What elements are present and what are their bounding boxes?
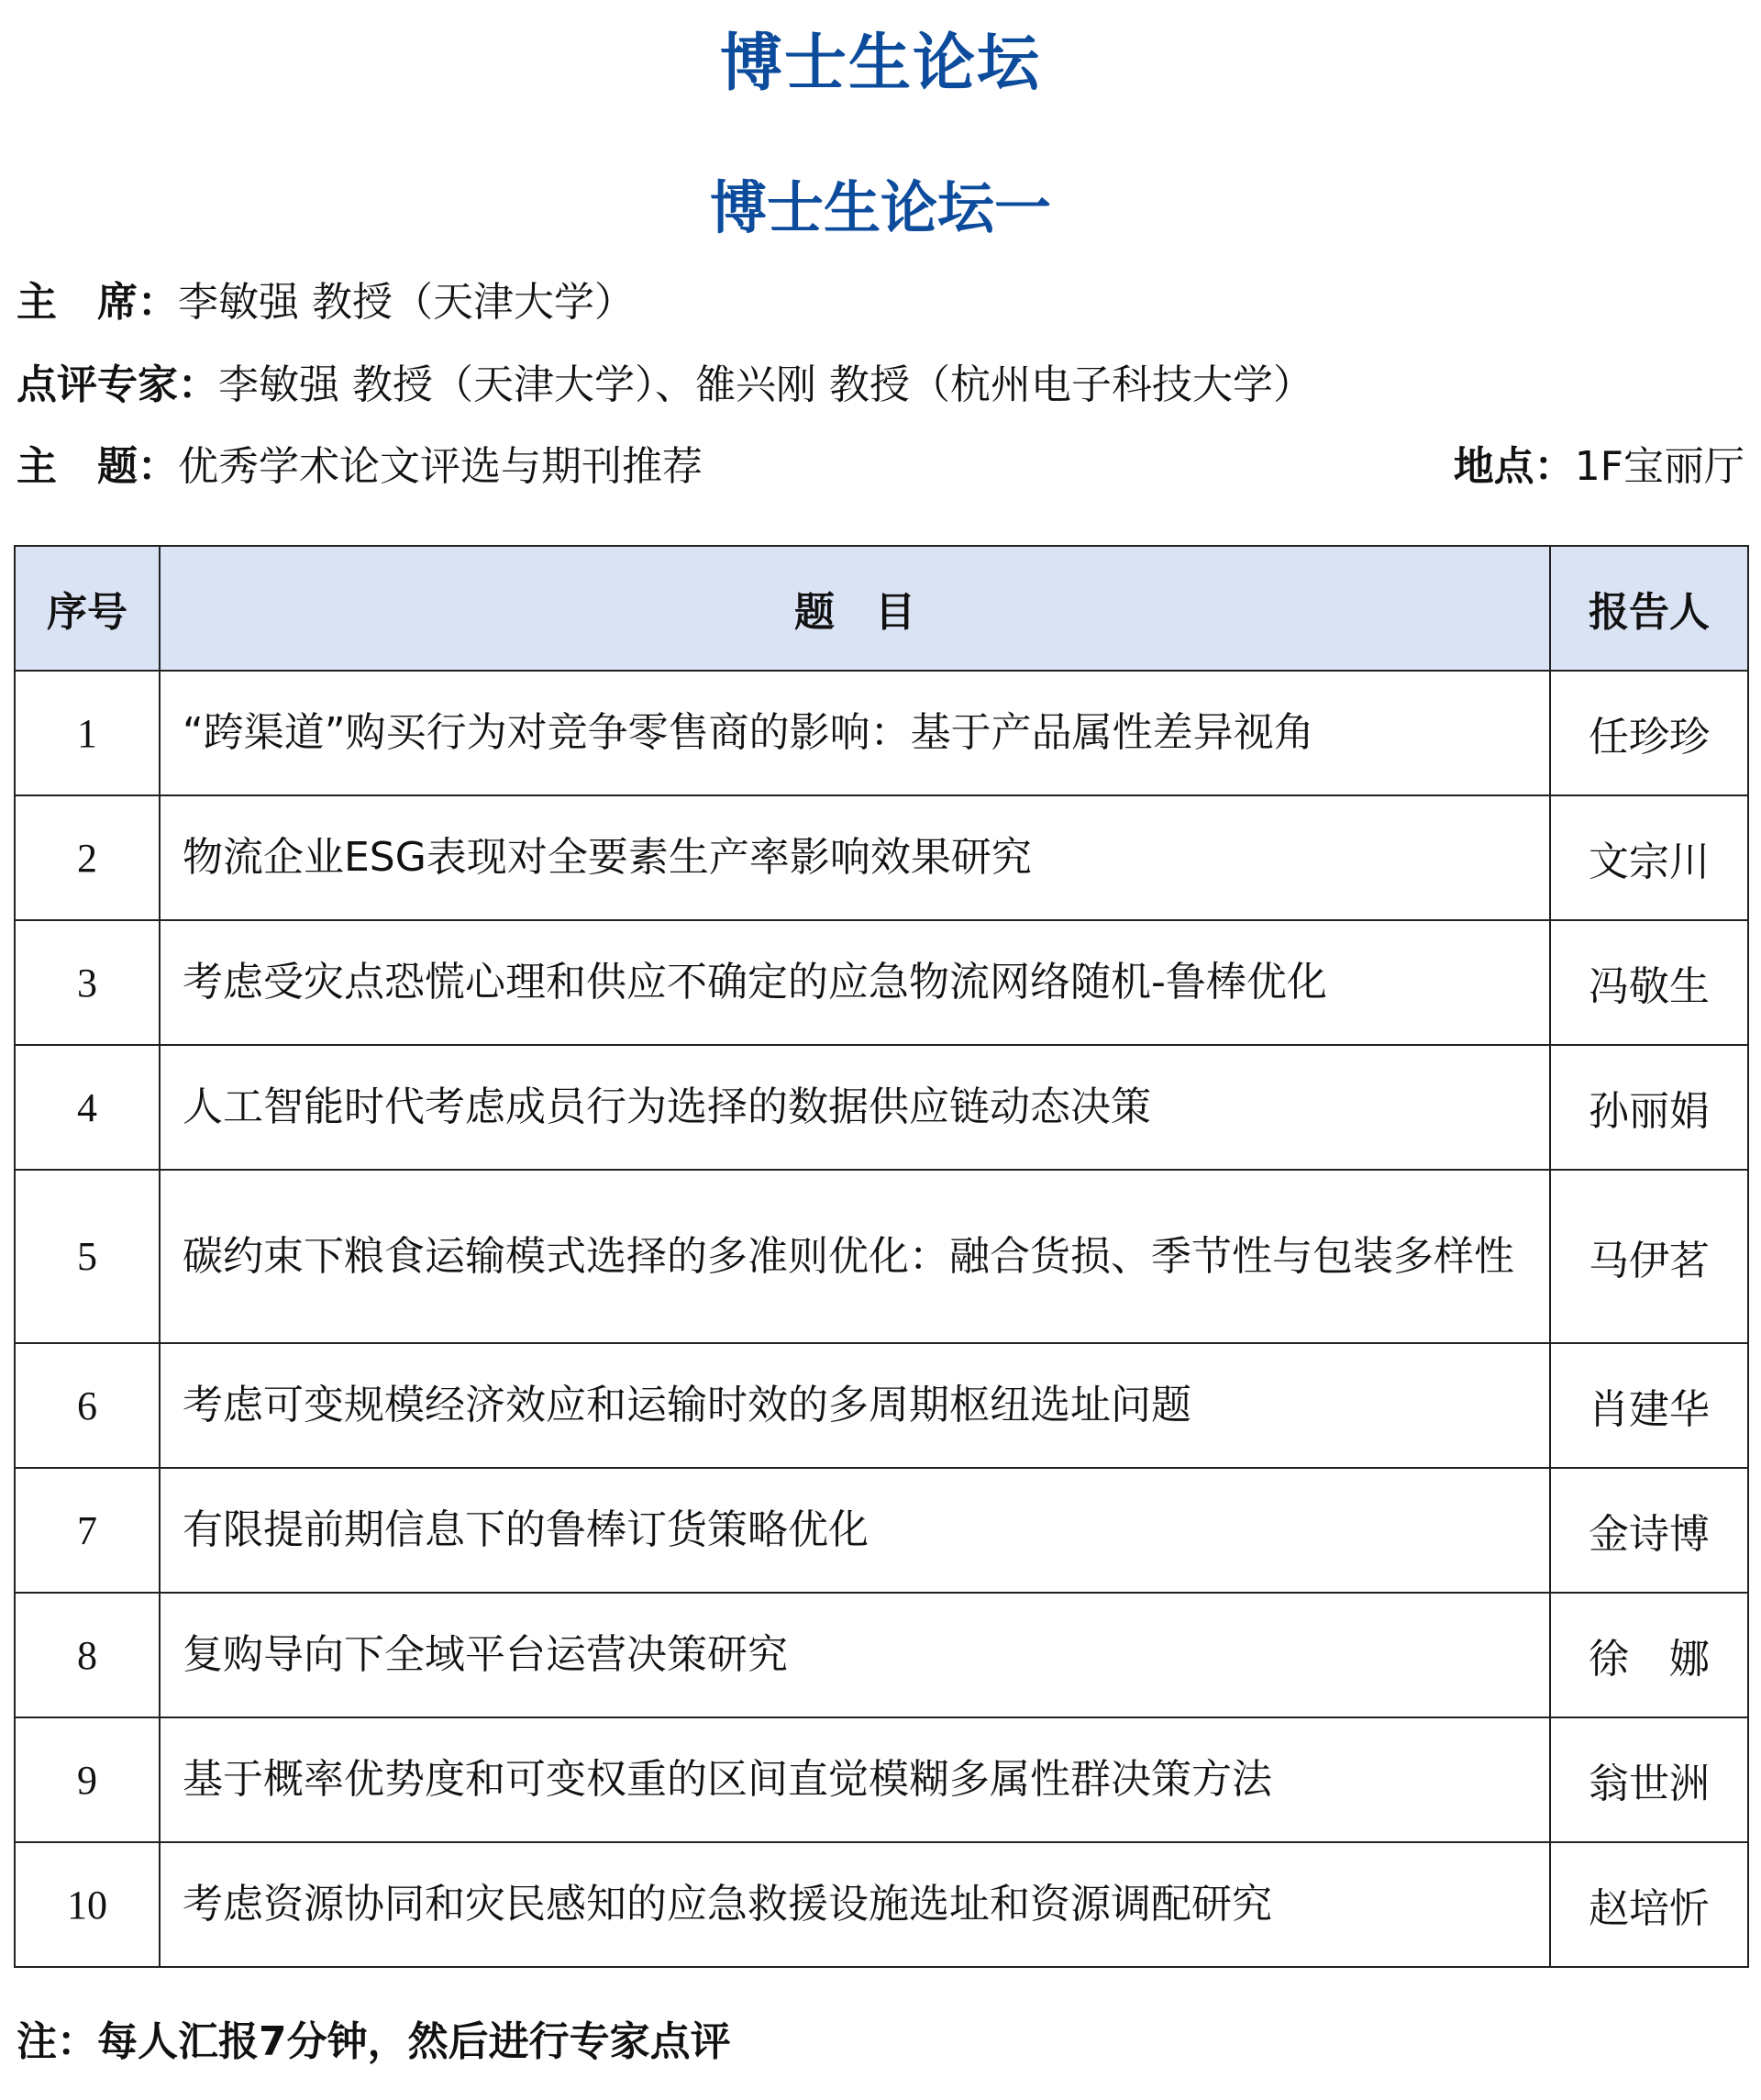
header-topic: 题 目 [160, 546, 1550, 671]
page-title: 博士生论坛 [719, 28, 1041, 100]
row-no: 4 [15, 1045, 160, 1170]
row-topic: 人工智能时代考虑成员行为选择的数据供应链动态决策 [160, 1045, 1550, 1170]
row-topic: 考虑资源协同和灾民感知的应急救援设施选址和资源调配研究 [160, 1842, 1550, 1967]
row-topic: 碳约束下粮食运输模式选择的多准则优化：融合货损、季节性与包装多样性 [160, 1170, 1550, 1343]
row-speaker: 孙丽娟 [1550, 1045, 1748, 1170]
row-speaker: 金诗博 [1550, 1468, 1748, 1593]
row-speaker: 肖建华 [1550, 1343, 1748, 1468]
row-speaker: 任珍珍 [1550, 671, 1748, 795]
row-no: 6 [15, 1343, 160, 1468]
theme-line [17, 439, 1744, 494]
row-speaker: 翁世洲 [1550, 1717, 1748, 1842]
reviewers-line [17, 358, 1744, 413]
row-no: 8 [15, 1593, 160, 1717]
theme-label: 主 题： [17, 443, 178, 490]
row-speaker: 徐 娜 [1550, 1593, 1748, 1717]
table-row [15, 1593, 1748, 1717]
chair-label: 主 席： [17, 279, 178, 326]
table-row [15, 1343, 1748, 1468]
session-title: 博士生论坛一 [709, 174, 1051, 241]
table-row [15, 1170, 1748, 1343]
row-topic: “跨渠道”购买行为对竞争零售商的影响：基于产品属性差异视角 [160, 671, 1550, 795]
row-no: 7 [15, 1468, 160, 1593]
row-topic: 有限提前期信息下的鲁棒订货策略优化 [160, 1468, 1550, 1593]
footer-note: 注：每人汇报7分钟，然后进行专家点评 [17, 2018, 731, 2065]
row-speaker: 马伊茗 [1550, 1170, 1748, 1343]
row-topic: 考虑受灾点恐慌心理和供应不确定的应急物流网络随机-鲁棒优化 [160, 920, 1550, 1045]
table-row [15, 1717, 1748, 1842]
theme-value: 优秀学术论文评选与期刊推荐 [178, 443, 703, 490]
table-row [15, 1045, 1748, 1170]
row-no: 5 [15, 1170, 160, 1343]
row-no: 9 [15, 1717, 160, 1842]
table-row [15, 795, 1748, 920]
row-topic: 复购导向下全域平台运营决策研究 [160, 1593, 1550, 1717]
table-row [15, 920, 1748, 1045]
row-no: 2 [15, 795, 160, 920]
chair-line [17, 275, 1744, 330]
row-topic: 基于概率优势度和可变权重的区间直觉模糊多属性群决策方法 [160, 1717, 1550, 1842]
table-row [15, 671, 1748, 795]
row-speaker: 冯敬生 [1550, 920, 1748, 1045]
location-label: 地点： [1453, 443, 1575, 490]
header-no: 序号 [15, 546, 160, 671]
row-no: 10 [15, 1842, 160, 1967]
location [1454, 439, 1744, 494]
table-row [15, 1468, 1748, 1593]
row-topic: 考虑可变规模经济效应和运输时效的多周期枢纽选址问题 [160, 1343, 1550, 1468]
row-speaker: 赵培忻 [1550, 1842, 1748, 1967]
reviewers-value: 李敏强 教授（天津大学）、雒兴刚 教授（杭州电子科技大学） [218, 361, 1313, 408]
row-no: 3 [15, 920, 160, 1045]
table-header-row [15, 546, 1748, 671]
row-topic: 物流企业ESG表现对全要素生产率影响效果研究 [160, 795, 1550, 920]
row-no: 1 [15, 671, 160, 795]
header-speaker: 报告人 [1550, 546, 1748, 671]
location-value: 1F宝丽厅 [1574, 443, 1744, 490]
row-speaker: 文宗川 [1550, 795, 1748, 920]
chair-value: 李敏强 教授（天津大学） [178, 279, 635, 326]
table-row [15, 1842, 1748, 1967]
reviewers-label: 点评专家： [17, 361, 218, 408]
agenda-table [14, 545, 1749, 1968]
